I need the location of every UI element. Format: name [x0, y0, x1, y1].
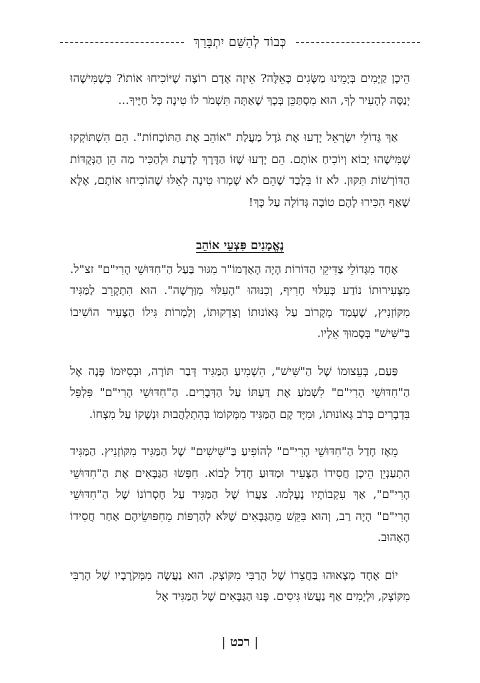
- paragraph-1: הֵיכָן קַיָּמִים בְּיָמֵינוּ מַשָּׂגִים כָּאֵלֶּה? אֵיזֶה אָדָם רוֹצֶה שֶׁיּוֹכִיחוּ אוֹתוֹ? כְּשֶׁמִּישֶׁהוּ יְנַסֶּה לְהָעִיר לְךָ, הוּא מִסְתַּכֵּן בְּכָךְ שֶׁאַתָּה תִּשְׁמֹר לוֹ טִינָה כָּל חַיֶּיךָ...: [70, 71, 410, 107]
- section-paragraph-4: יוֹם אֶחָד מְצָאוּהוּ בַּחֲצֵרוֹ שֶׁל הָרַבִּי מִקּוֹצְק. הוּא נַעֲשָׂה מִמְּקֹרָבָיו שֶׁל הָרַבִּי מִקּוֹצְק, וּלְיָמִים אַף נַעֲשׂוּ גִּיסִים. פָּנוּ הַגַּבָּאִים שֶׁל הַמַּגִּיד אֶל: [70, 567, 410, 603]
- page-footer: [0, 634, 480, 650]
- footer-bar-left: |: [221, 634, 226, 649]
- footer-bar-right: |: [254, 634, 259, 649]
- section-paragraph-1: אֶחָד מִגְּדוֹלֵי צַדִּיקֵי הַדּוֹרוֹת הָיָה הָאַדְמוֹ"ר מִגּוּר בַּעַל הַ"חִדּוּשֵׁי הָרִי"ם" זצ"ל. מִצְּעִירוּתוֹ נוֹדַע כְּעִלּוּי חָרִיף, וְכִנּוּהוּ "הָעִלּוּי מִוַּרְשָׁה". הוּא הִתְקָרֵב לַמַּגִּיד מִקּוֹזְנִיץ, שֶׁעָמַד מְקָרוֹב עַל גְּאוֹנוּתוֹ וְצִדְקוּתוֹ, וְלַמְרוֹת גִּילוֹ הַצָּעִיר הוֹשִׁיבוֹ בַּ"שִּׁישׁ" בְּסָמוּךְ אֵלָיו.: [70, 261, 410, 340]
- running-title: כְּבוֹד לְהַשֵּׁם יִתְבָּרֵךְ: [193, 34, 287, 49]
- page-number: רכט: [230, 634, 250, 649]
- page-header: [60, 34, 420, 50]
- section-title: נֶאֱמָנִים פִּצְעֵי אוֹהֵב: [196, 238, 284, 252]
- page-body: [70, 68, 410, 624]
- paragraph-2: אַךְ גְּדוֹלֵי יִשְׂרָאֵל יָדְעוּ אֶת גֹּדֶל מַעֲלַת "אוֹהֵב אֶת הַתּוֹכָחוֹת". הֵם הִשְׁתּוֹקְקוּ שֶׁמִּישֶׁהוּ יָבוֹא וְיוֹכִיחַ אוֹתָם. הֵם יָדְעוּ שֶׁזּוֹ הַדֶּרֶךְ לָדַעַת וּלְהַכִּיר מַה הֵן הַנְּקֻדּוֹת הַדּוֹרְשׁוֹת תִּקּוּן. לֹא זוֹ בִּלְבַד שֶׁהֵם לֹא שָׁמְרוּ טִינָה לְאֵלּוּ שֶׁהוֹכִיחוּ אוֹתָם, אֶלָּא שֶׁאַף הִכִּירוּ לָהֶם טוֹבָה גְּדוֹלָה עַל כָּךְ!: [70, 130, 410, 209]
- header-rule-left: [60, 42, 184, 43]
- section-paragraph-2: פַּעַם, בְּעֵצוּמוֹ שֶׁל הַ"שִּׁישׁ", הִשְׁמִיעַ הַמַּגִּיד דְּבַר תּוֹרָה, וּבְסִיּוּמוֹ פָּנָה אֶל הַ"חִדּוּשֵׁי הָרִי"ם" לִשְׁמֹעַ אֶת דַּעְתּוֹ עַל הַדְּבָרִים. הַ"חִדּוּשֵׁי הָרִי"ם" פִּלְפֵּל בִּדְבָרִים בְּרֹב גְּאוֹנוּתוֹ, וּמִיָּד קָם הַמַּגִּיד מִמְּקוֹמוֹ בְּהִתְלַהֲבוּת וּנְשָׁקוֹ עַל מִצְחוֹ.: [70, 363, 410, 421]
- header-rule-right: [296, 42, 420, 43]
- section-paragraph-3: מֵאָז חָדַל הַ"חִדּוּשֵׁי הָרִי"ם" לְהוֹפִיעַ בַּ"שִּׁישִׁים" שֶׁל הַמַּגִּיד מִקּוֹזְנִיץ. הַמַּגִּיד הִתְעַנְיֵן הֵיכָן חֲסִידוֹ הַצָּעִיר וּמַדּוּעַ חָדַל לָבוֹא. חִפְּשׂוּ הַגַּבָּאִים אֶת הַ"חִדּוּשֵׁי הָרִי"ם", אַךְ עִקְבוֹתָיו נֶעֶלְמוּ. צַעֲרוֹ שֶׁל הַמַּגִּיד עַל חֶסְרוֹנוֹ שֶׁל הַ"חִדּוּשֵׁי הָרִי"ם" הָיָה רַב, וְהוּא בִּקֵּשׁ מֵהַגַּבָּאִים שֶׁלֹּא לְהַרְפּוֹת מֵחִפּוּשֵׂיהֶם אַחַר חֲסִידוֹ הָאָהוּב.: [70, 444, 410, 544]
